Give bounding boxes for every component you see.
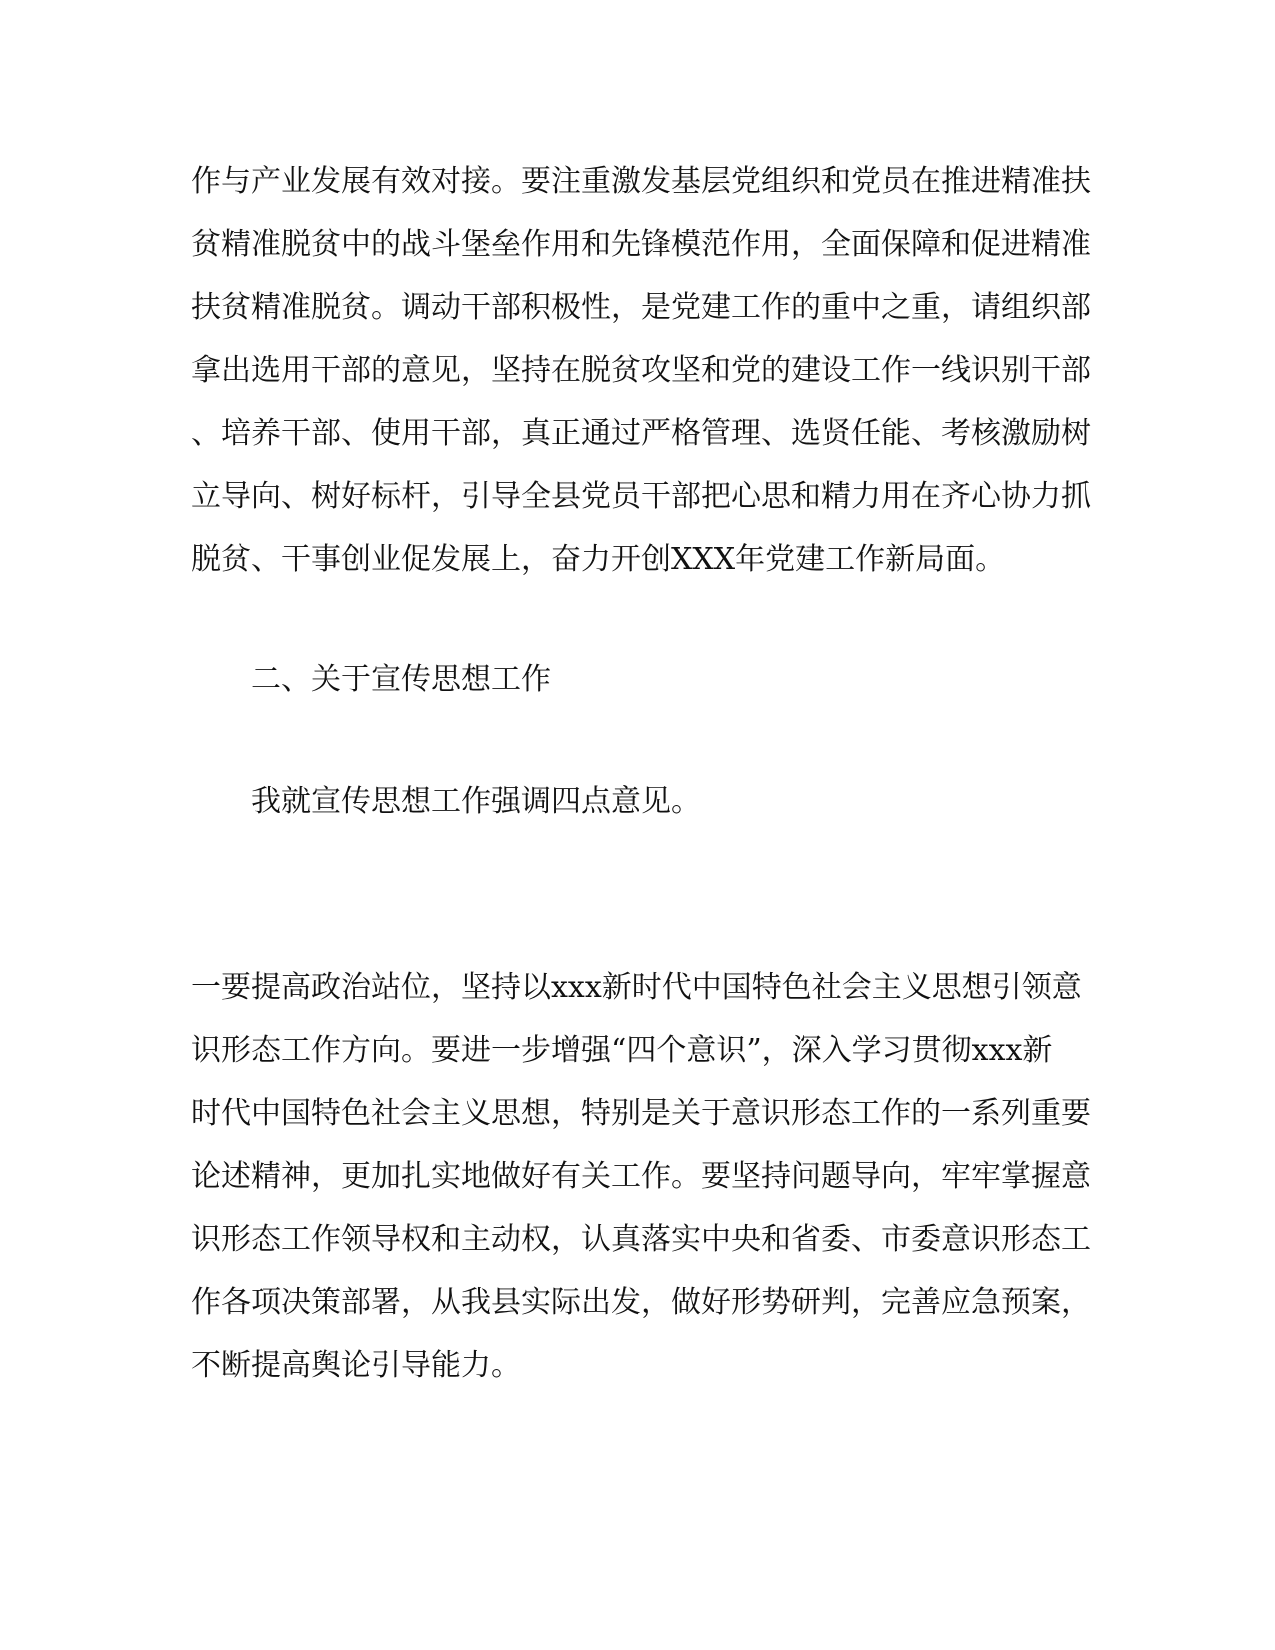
paragraph-line: 拿出选用干部的意见，坚持在脱贫攻坚和党的建设工作一线识别干部 xyxy=(191,353,1091,388)
paragraph-line: 贫精准脱贫中的战斗堡垒作用和先锋模范作用，全面保障和促进精准 xyxy=(191,227,1091,262)
paragraph-line: 时代中国特色社会主义思想，特别是关于意识形态工作的一系列重要 xyxy=(191,1096,1091,1131)
paragraph-line: 扶贫精准脱贫。调动干部积极性，是党建工作的重中之重，请组织部 xyxy=(191,290,1091,325)
paragraph-line: 立导向、树好标杆，引导全县党员干部把心思和精力用在齐心协力抓 xyxy=(191,479,1091,514)
paragraph-line: 作与产业发展有效对接。要注重激发基层党组织和党员在推进精准扶 xyxy=(191,164,1091,199)
section-heading: 二、关于宣传思想工作 xyxy=(251,662,551,697)
paragraph-line: 脱贫、干事创业促发展上，奋力开创XXX年党建工作新局面。 xyxy=(191,542,1006,577)
paragraph-line: 论述精神，更加扎实地做好有关工作。要坚持问题导向，牢牢掌握意 xyxy=(191,1159,1091,1194)
paragraph-line: 识形态工作领导权和主动权，认真落实中央和省委、市委意识形态工 xyxy=(191,1222,1091,1257)
paragraph-line: 识形态工作方向。要进一步增强“四个意识”，深入学习贯彻xxx新 xyxy=(191,1033,1053,1068)
paragraph-line: 、培养干部、使用干部，真正通过严格管理、选贤任能、考核激励树 xyxy=(191,416,1091,451)
paragraph-line: 一要提高政治站位，坚持以xxx新时代中国特色社会主义思想引领意 xyxy=(191,970,1082,1005)
paragraph-line: 作各项决策部署，从我县实际出发，做好形势研判，完善应急预案， xyxy=(191,1285,1091,1320)
paragraph-line: 不断提高舆论引导能力。 xyxy=(191,1348,521,1383)
section-intro: 我就宣传思想工作强调四点意见。 xyxy=(251,784,701,819)
